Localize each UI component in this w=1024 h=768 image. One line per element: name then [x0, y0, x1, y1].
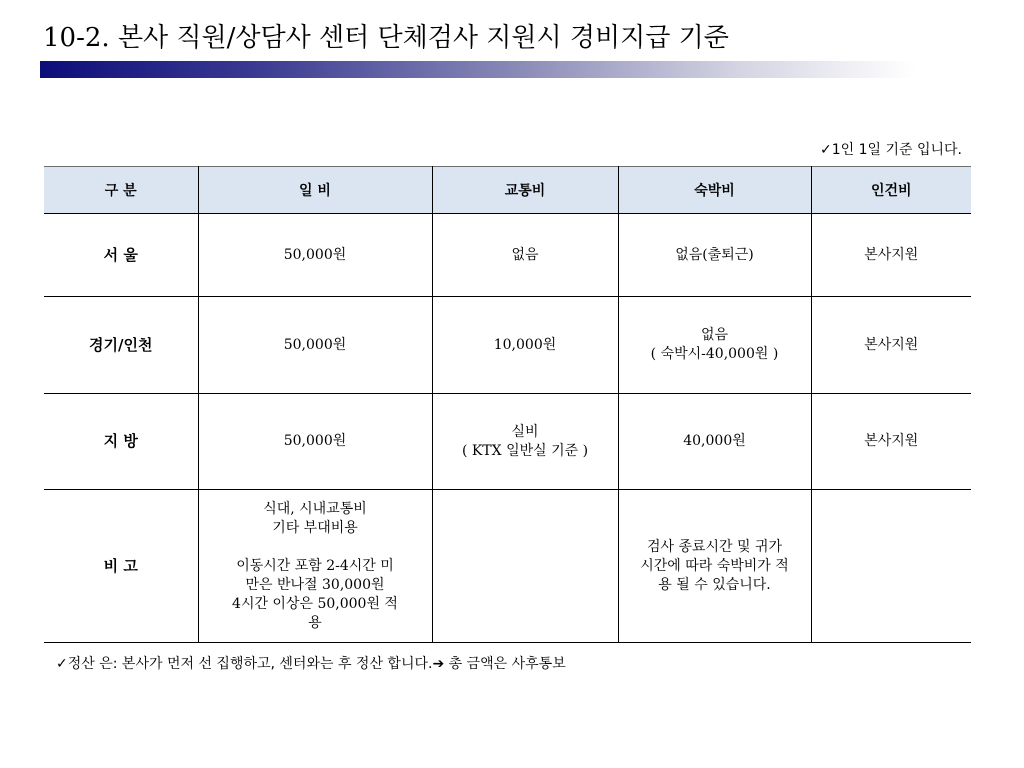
transport-cell	[432, 490, 618, 643]
lodging-cell: 40,000원	[618, 394, 811, 490]
labor-cell: 본사지원	[811, 394, 971, 490]
remark-line: 4시간 이상은 50,000원 적	[232, 595, 398, 612]
remark-line: 만은 반나절 30,000원	[245, 576, 385, 593]
labor-cell: 본사지원	[811, 297, 971, 394]
header-labor: 인건비	[811, 167, 971, 214]
labor-cell: 본사지원	[811, 214, 971, 297]
remark-line: 식대, 시내교통비	[263, 500, 367, 517]
table-row	[44, 394, 971, 490]
expense-table	[44, 166, 971, 643]
table-row	[44, 214, 971, 297]
lodging-cell	[618, 297, 811, 394]
daily-cell: 50,000원	[198, 394, 432, 490]
daily-cell: 50,000원	[198, 297, 432, 394]
labor-cell	[811, 490, 971, 643]
daily-cell	[198, 490, 432, 643]
header-category: 구 분	[44, 167, 198, 214]
row-category: 서 울	[44, 214, 198, 297]
transport-line: ( KTX 일반실 기준 )	[461, 442, 589, 459]
unit-note: ✓1인 1일 기준 입니다.	[819, 142, 962, 158]
title-underline-bar	[40, 61, 915, 78]
daily-cell: 50,000원	[198, 214, 432, 297]
table-row	[44, 297, 971, 394]
transport-cell: 10,000원	[432, 297, 618, 394]
lodging-line: 없음	[700, 327, 729, 343]
header-daily-allowance: 일 비	[198, 167, 432, 214]
table-row	[44, 490, 971, 643]
remark-line: 기타 부대비용	[272, 519, 358, 536]
blank-spacer	[205, 538, 426, 557]
row-category: 지 방	[44, 394, 198, 490]
remark-line: 검사 종료시간 및 귀가	[646, 538, 783, 555]
row-category: 경기/인천	[44, 297, 198, 394]
page-title: 10-2. 본사 직원/상담사 센터 단체검사 지원시 경비지급 기준	[43, 23, 729, 53]
remark-line: 시간에 따라 숙박비가 적	[640, 557, 789, 574]
header-transport: 교통비	[432, 167, 618, 214]
settlement-note: ✓정산 은: 본사가 먼저 선 집행하고, 센터와는 후 정산 합니다.➔ 총 금액은 사후통보	[56, 656, 566, 672]
transport-cell	[432, 394, 618, 490]
lodging-cell	[618, 490, 811, 643]
transport-cell: 없음	[432, 214, 618, 297]
table-header-row	[44, 167, 971, 214]
transport-line: 실비	[511, 423, 539, 440]
row-category: 비 고	[44, 490, 198, 643]
remark-line: 이동시간 포함 2-4시간 미	[236, 557, 394, 574]
remark-line: 용	[308, 614, 322, 631]
lodging-line: ( 숙박시-40,000원 )	[650, 346, 779, 362]
remark-line: 용 될 수 있습니다.	[658, 576, 771, 593]
header-lodging: 숙박비	[618, 167, 811, 214]
lodging-cell: 없음(출퇴근)	[618, 214, 811, 297]
